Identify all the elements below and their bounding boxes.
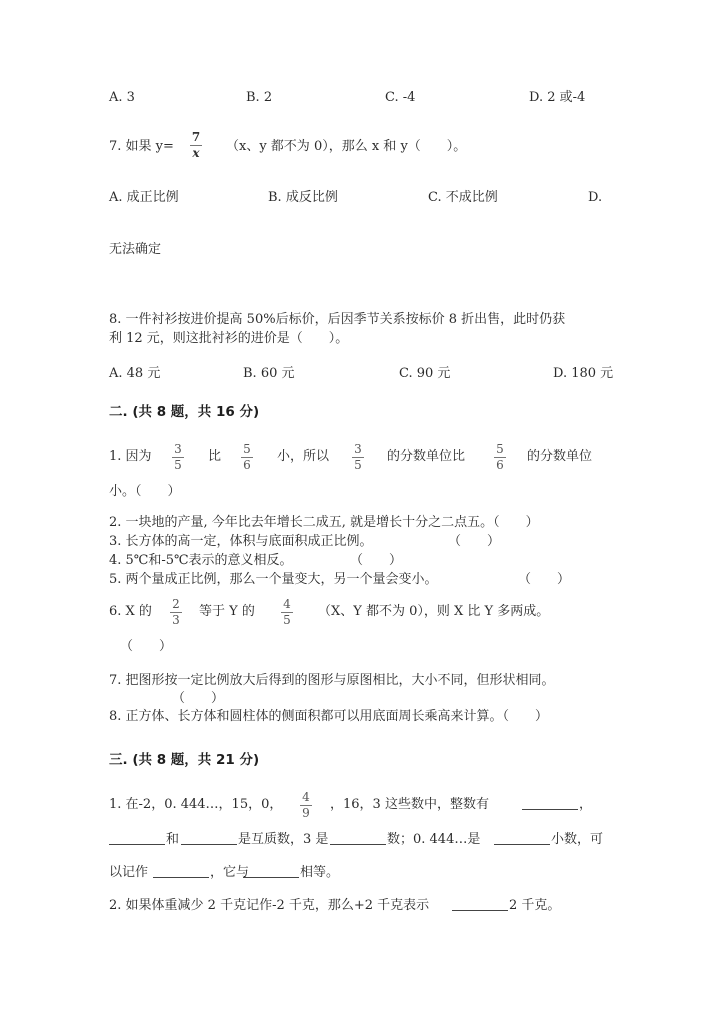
fraction-4-5	[281, 598, 293, 627]
section-3-heading: 三. (共 8 题，共 21 分)	[109, 752, 260, 768]
fraction-4-9	[300, 791, 312, 820]
fraction-2-3	[170, 598, 182, 627]
fraction-3-5	[352, 443, 364, 472]
question-text: 的分数单位	[527, 449, 593, 464]
section2-question-4: 4. 5℃和-5℃表示的意义相反。	[109, 553, 293, 568]
question-text: 7. 如果 y=	[109, 139, 174, 154]
denominator: 3	[172, 613, 180, 627]
question-text: 2. 如果体重减少 2 千克记作-2 千克，那么+2 千克表示	[109, 898, 430, 913]
section2-question-7: 7. 把图形按一定比例放大后得到的图形与原图相比，大小不同，但形状相同。	[109, 673, 555, 688]
answer-paren: （ ）	[120, 639, 173, 654]
section2-question-5: 5. 两个量成正比例，那么一个量变大，另一个量会变小。	[109, 572, 438, 587]
question-text: 2 千克。	[509, 898, 561, 913]
question-text: 等于 Y 的	[199, 604, 255, 619]
option-a: A. 成正比例	[109, 190, 179, 205]
numerator: 3	[354, 442, 362, 456]
section2-question-8: 8. 正方体、长方体和圆柱体的侧面积都可以用底面周长乘高来计算。（ ）	[109, 709, 549, 724]
question-text: 和	[166, 832, 180, 847]
question-text: 比	[208, 449, 222, 464]
numerator: 5	[496, 442, 504, 456]
question-text: 6. X 的	[109, 604, 152, 619]
option-c: C. 不成比例	[428, 190, 498, 205]
denominator: 5	[354, 458, 362, 472]
section-2-heading: 二. (共 8 题，共 16 分)	[109, 404, 260, 420]
question-text: ，	[579, 797, 593, 812]
question-text: 1. 因为	[109, 449, 152, 464]
question-text: 1. 在-2，0. 444…，15，0，	[109, 797, 283, 812]
numerator: 3	[174, 442, 182, 456]
question-text: 小，所以	[277, 449, 330, 464]
numerator: 7	[191, 130, 201, 144]
answer-paren: （ ）	[518, 572, 571, 587]
fill-blank[interactable]	[153, 865, 209, 878]
question-text: 数；0. 444…是	[387, 832, 481, 847]
fill-blank[interactable]	[330, 832, 386, 845]
option-b: B. 2	[246, 90, 273, 105]
option-b: B. 60 元	[243, 366, 295, 381]
question-text: 相等。	[300, 865, 340, 880]
question-text-line1: 8. 一件衬衫按进价提高 50%后标价，后因季节关系按标价 8 折出售，此时仍获	[109, 312, 566, 327]
fraction-5-6	[241, 443, 253, 472]
denominator: 5	[174, 458, 182, 472]
fill-blank[interactable]	[243, 865, 299, 878]
option-d: D.	[588, 190, 603, 205]
option-c: C. -4	[385, 90, 416, 105]
fraction-3-5	[172, 443, 184, 472]
question-text: （x、y 都不为 0），那么 x 和 y（ ）。	[226, 139, 467, 154]
question-text: ，它与	[210, 865, 250, 880]
section2-question-2: 2. 一块地的产量, 今年比去年增长二成五, 就是增长十分之二点五。（ ）	[109, 515, 539, 530]
option-a: A. 48 元	[109, 366, 161, 381]
fill-blank[interactable]	[452, 898, 508, 911]
question-text: 的分数单位比	[387, 449, 466, 464]
fill-blank[interactable]	[181, 832, 237, 845]
fill-blank[interactable]	[494, 832, 550, 845]
question-text: 以记作	[109, 865, 149, 880]
fraction-5-6	[494, 443, 506, 472]
numerator: 4	[302, 790, 310, 804]
fill-blank[interactable]	[522, 797, 578, 810]
option-d-continued: 无法确定	[109, 242, 162, 257]
denominator: x	[192, 146, 200, 160]
option-d: D. 180 元	[553, 366, 614, 381]
section2-question-3: 3. 长方体的高一定，体积与底面积成正比例。	[109, 534, 373, 549]
answer-paren: 小。（ ）	[109, 484, 181, 499]
option-b: B. 成反比例	[268, 190, 338, 205]
denominator: 5	[283, 613, 291, 627]
question-text-line2: 利 12 元，则这批衬衫的进价是（ ）。	[109, 331, 349, 346]
answer-paren: （ ）	[172, 691, 225, 706]
denominator: 6	[243, 458, 251, 472]
numerator: 2	[172, 597, 180, 611]
question-text: （X、Y 都不为 0），则 X 比 Y 多两成。	[318, 604, 550, 619]
answer-paren: （ ）	[350, 553, 403, 568]
denominator: 6	[496, 458, 504, 472]
question-text: 小数，可	[551, 832, 604, 847]
option-a: A. 3	[109, 90, 135, 105]
answer-paren: （ ）	[448, 534, 501, 549]
question-text: 是互质数，3 是	[238, 832, 329, 847]
fraction-7-over-x	[190, 131, 202, 160]
numerator: 5	[243, 442, 251, 456]
denominator: 9	[302, 806, 310, 820]
fill-blank[interactable]	[109, 832, 165, 845]
numerator: 4	[283, 597, 291, 611]
option-c: C. 90 元	[399, 366, 451, 381]
option-d: D. 2 或-4	[529, 90, 586, 105]
question-text: ，16，3 这些数中，整数有	[330, 797, 489, 812]
